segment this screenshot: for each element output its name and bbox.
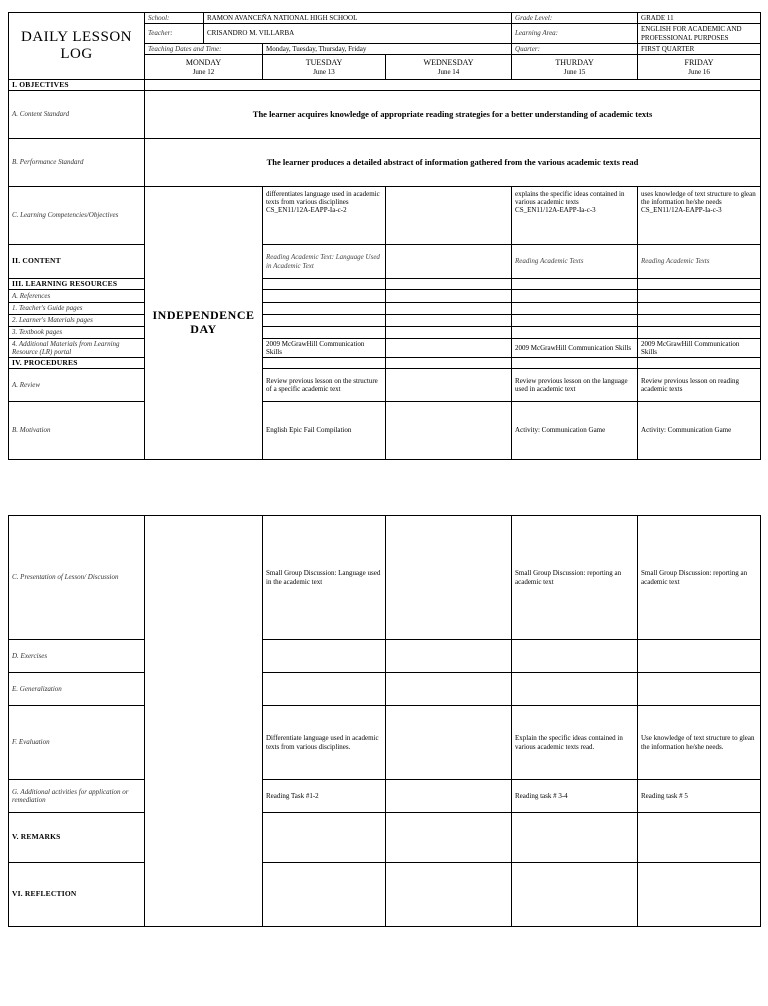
references-label: A. References — [9, 290, 145, 303]
performance-standard-label: B. Performance Standard — [9, 139, 145, 187]
quarter-value: FIRST QUARTER — [638, 44, 761, 55]
document-title: DAILY LESSON LOG — [9, 13, 145, 80]
reflection-heading: VI. REFLECTION — [9, 863, 145, 927]
learning-area-label: Learning Area: — [512, 24, 638, 44]
thursday-competency — [512, 187, 638, 245]
thursday-review: Review previous lesson on the language used in academic text — [512, 369, 638, 402]
tuesday-additional-materials: 2009 McGrawHill Communication Skills — [263, 339, 386, 358]
quarter-label: Quarter: — [512, 44, 638, 55]
competency-text: differentiates language used in academic texts from various disciplines — [266, 190, 380, 207]
remarks-heading: V. REMARKS — [9, 813, 145, 863]
thursday-presentation: Small Group Discussion: reporting an academic text — [512, 516, 638, 640]
day-name: TUESDAY — [305, 58, 343, 68]
friday-content: Reading Academic Texts — [638, 245, 761, 279]
competency-text: uses knowledge of text structure to glean the information he/she needs — [641, 190, 756, 207]
objectives-heading: I. OBJECTIVES — [9, 80, 145, 91]
exercises-label: D. Exercises — [9, 640, 145, 673]
teacher-value: CRISANDRO M. VILLARBA — [204, 24, 512, 44]
day-name: WEDNESDAY — [423, 58, 474, 68]
tuesday-evaluation: Differentiate language used in academic texts from various disciplines. — [263, 706, 386, 780]
friday-motivation: Activity: Communication Game — [638, 402, 761, 460]
day-name: MONDAY — [185, 58, 222, 68]
friday-additional-activities: Reading task # 5 — [638, 780, 761, 813]
day-header-wednesday — [386, 55, 512, 80]
tuesday-content: Reading Academic Text: Language Used in Academic Text — [263, 245, 386, 279]
motivation-label: B. Motivation — [9, 402, 145, 460]
day-date: June 13 — [313, 67, 335, 76]
thursday-evaluation: Explain the specific ideas contained in various academic texts read. — [512, 706, 638, 780]
monday-column-blank — [145, 516, 263, 927]
review-label: A. Review — [9, 369, 145, 402]
competency-text: explains the specific ideas contained in various academic texts — [515, 190, 625, 207]
daily-lesson-log-page-1 — [8, 12, 761, 460]
content-standard-text: The learner acquires knowledge of appropriate reading strategies for a better understanding of academic texts — [145, 91, 761, 139]
teaching-dates-value: Monday, Tuesday, Thursday, Friday — [263, 44, 512, 55]
friday-additional-materials: 2009 McGrawHill Communication Skills — [638, 339, 761, 358]
school-label: School: — [145, 13, 204, 24]
day-name: FRIDAY — [684, 58, 714, 68]
tuesday-presentation: Small Group Discussion: Language used in the academic text — [263, 516, 386, 640]
additional-activities-label: G. Additional activities for application or remediation — [9, 780, 145, 813]
tuesday-review: Review previous lesson on the structure of a specific academic text — [263, 369, 386, 402]
friday-competency — [638, 187, 761, 245]
grade-label: Grade Level: — [512, 13, 638, 24]
teaching-dates-label: Teaching Dates and Time: — [145, 44, 263, 55]
day-date: June 14 — [437, 67, 460, 76]
friday-review: Review previous lesson on reading academic texts — [638, 369, 761, 402]
procedures-heading: IV. PROCEDURES — [9, 358, 145, 369]
teachers-guide-label: 1. Teacher's Guide pages — [9, 303, 145, 315]
tuesday-competency — [263, 187, 386, 245]
performance-standard-text: The learner produces a detailed abstract of information gathered from the various academic texts read — [145, 139, 761, 187]
competency-code: CS_EN11/12A-EAPP-Ia-c-3 — [515, 206, 596, 215]
tuesday-additional-activities: Reading Task #1-2 — [263, 780, 386, 813]
competency-code: CS_EN11/12A-EAPP-Ia-c-3 — [641, 206, 722, 215]
additional-materials-label: 4. Additional Materials from Learning Resource (LR) portal — [9, 339, 145, 358]
day-date: June 12 — [192, 67, 215, 76]
thursday-additional-materials: 2009 McGrawHill Communication Skills — [512, 339, 638, 358]
learning-resources-heading: III. LEARNING RESOURCES — [9, 279, 145, 290]
evaluation-label: F. Evaluation — [9, 706, 145, 780]
grade-value: GRADE 11 — [638, 13, 761, 24]
day-header-monday — [145, 55, 263, 80]
tuesday-motivation: English Epic Fail Compilation — [263, 402, 386, 460]
day-header-friday — [638, 55, 761, 80]
daily-lesson-log-page-2 — [8, 515, 761, 927]
day-header-thursday — [512, 55, 638, 80]
learners-materials-label: 2. Learner's Materials pages — [9, 315, 145, 327]
presentation-label: C. Presentation of Lesson/ Discussion — [9, 516, 145, 640]
day-date: June 16 — [688, 67, 710, 76]
day-date: June 15 — [563, 67, 586, 76]
thursday-additional-activities: Reading task # 3-4 — [512, 780, 638, 813]
learning-area-value: ENGLISH FOR ACADEMIC AND PROFESSIONAL PURPOSES — [638, 24, 761, 44]
content-heading: II. CONTENT — [9, 245, 145, 279]
day-header-tuesday — [263, 55, 386, 80]
content-standard-label: A. Content Standard — [9, 91, 145, 139]
teacher-label: Teacher: — [145, 24, 204, 44]
holiday-label: INDEPENDENCE DAY — [145, 187, 263, 460]
thursday-content: Reading Academic Texts — [512, 245, 638, 279]
generalization-label: E. Generalization — [9, 673, 145, 706]
friday-presentation: Small Group Discussion: reporting an academic text — [638, 516, 761, 640]
competencies-label: C. Learning Competencies/Objectives — [9, 187, 145, 245]
school-value: RAMON AVANCEÑA NATIONAL HIGH SCHOOL — [204, 13, 512, 24]
competency-code: CS_EN11/12A-EAPP-Ia-c-2 — [266, 206, 347, 215]
friday-evaluation: Use knowledge of text structure to glean the information he/she needs. — [638, 706, 761, 780]
thursday-motivation: Activity: Communication Game — [512, 402, 638, 460]
day-name: THURDAY — [555, 58, 594, 68]
textbook-pages-label: 3. Textbook pages — [9, 327, 145, 339]
